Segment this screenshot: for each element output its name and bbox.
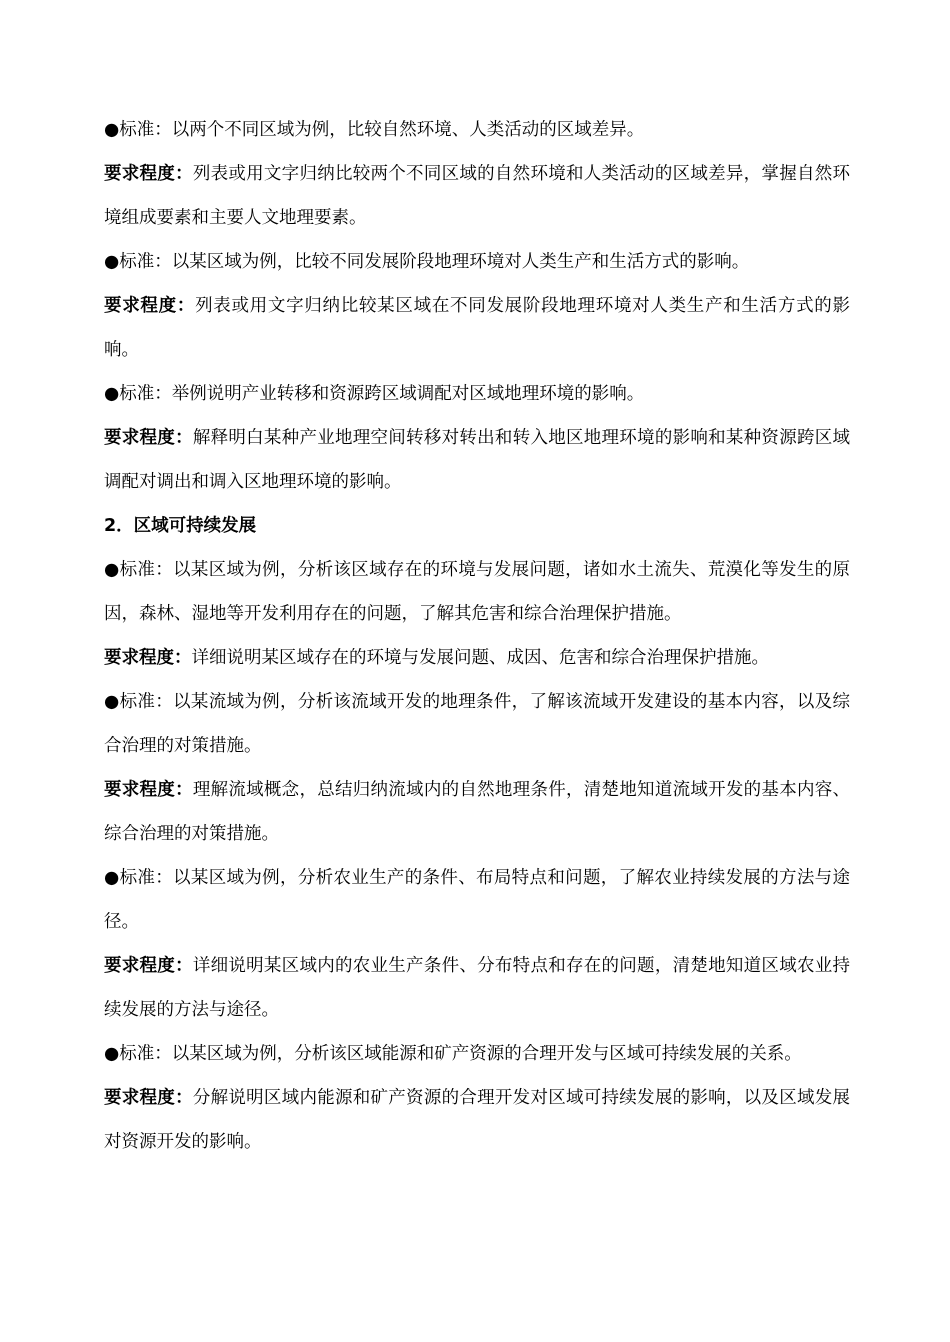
bullet-icon: ● (104, 868, 120, 888)
requirement-text: 列表或用文字归纳比较两个不同区域的自然环境和人类活动的区域差异，掌握自然环境组成要素和主要人文地理要素。 (104, 164, 850, 228)
bullet-icon: ● (104, 1044, 120, 1064)
requirement-text: 详细说明某区域存在的环境与发展问题、成因、危害和综合治理保护措施。 (191, 648, 769, 668)
bullet-icon: ● (104, 384, 120, 404)
standard-label: 标准： (119, 384, 172, 404)
requirement-paragraph (104, 944, 850, 1032)
requirement-label: 要求程度： (104, 648, 192, 668)
requirement-text: 列表或用文字归纳比较某区域在不同发展阶段地理环境对人类生产和生活方式的影响。 (104, 296, 850, 360)
standard-paragraph (104, 548, 850, 636)
requirement-label: 要求程度： (104, 428, 193, 448)
standard-label: 标准： (119, 1044, 172, 1064)
standard-text: 以某区域为例，分析该区域存在的环境与发展问题，诸如水土流失、荒漠化等发生的原因，森林、湿地等开发利用存在的问题，了解其危害和综合治理保护措施。 (104, 560, 850, 624)
standard-label: 标准： (119, 252, 172, 272)
requirement-paragraph (104, 768, 850, 856)
requirement-label: 要求程度： (104, 780, 193, 800)
requirement-paragraph (104, 636, 850, 680)
requirement-paragraph (104, 416, 850, 504)
requirement-text: 解释明白某种产业地理空间转移对转出和转入地区地理环境的影响和某种资源跨区域调配对调出和调入区地理环境的影响。 (104, 428, 850, 492)
requirement-label: 要求程度： (104, 164, 193, 184)
standard-text: 以某区域为例，比较不同发展阶段地理环境对人类生产和生活方式的影响。 (171, 252, 750, 272)
standard-label: 标准： (119, 560, 174, 580)
standard-label: 标准： (119, 868, 174, 888)
standard-text: 举例说明产业转移和资源跨区域调配对区域地理环境的影响。 (171, 384, 645, 404)
standard-label: 标准： (119, 120, 172, 140)
standard-text: 以某区域为例，分析农业生产的条件、布局特点和问题，了解农业持续发展的方法与途径。 (104, 868, 850, 932)
standard-paragraph (104, 108, 850, 152)
standard-paragraph (104, 680, 850, 768)
section-heading: 2．区域可持续发展 (104, 516, 257, 536)
standard-paragraph (104, 372, 850, 416)
document-page (104, 108, 850, 1164)
standard-text: 以某区域为例，分析该区域能源和矿产资源的合理开发与区域可持续发展的关系。 (171, 1044, 802, 1064)
requirement-label: 要求程度： (104, 296, 196, 316)
requirement-text: 理解流域概念，总结归纳流域内的自然地理条件，清楚地知道流域开发的基本内容、综合治理的对策措施。 (104, 780, 850, 844)
standard-paragraph (104, 856, 850, 944)
bullet-icon: ● (104, 560, 120, 580)
standard-text: 以某流域为例，分析该流域开发的地理条件，了解该流域开发建设的基本内容，以及综合治理的对策措施。 (104, 692, 850, 756)
bullet-icon: ● (104, 252, 120, 272)
requirement-paragraph (104, 284, 850, 372)
requirement-text: 分解说明区域内能源和矿产资源的合理开发对区域可持续发展的影响，以及区域发展对资源开发的影响。 (104, 1088, 850, 1152)
bullet-icon: ● (104, 692, 120, 712)
requirement-label: 要求程度： (104, 1088, 193, 1108)
requirement-paragraph (104, 152, 850, 240)
standard-text: 以两个不同区域为例，比较自然环境、人类活动的区域差异。 (171, 120, 645, 140)
bullet-icon: ● (104, 120, 120, 140)
standard-label: 标准： (119, 692, 174, 712)
requirement-paragraph (104, 1076, 850, 1164)
standard-paragraph (104, 240, 850, 284)
requirement-label: 要求程度： (104, 956, 193, 976)
requirement-text: 详细说明某区域内的农业生产条件、分布特点和存在的问题，清楚地知道区域农业持续发展的方法与途径。 (104, 956, 850, 1020)
standard-paragraph (104, 1032, 850, 1076)
